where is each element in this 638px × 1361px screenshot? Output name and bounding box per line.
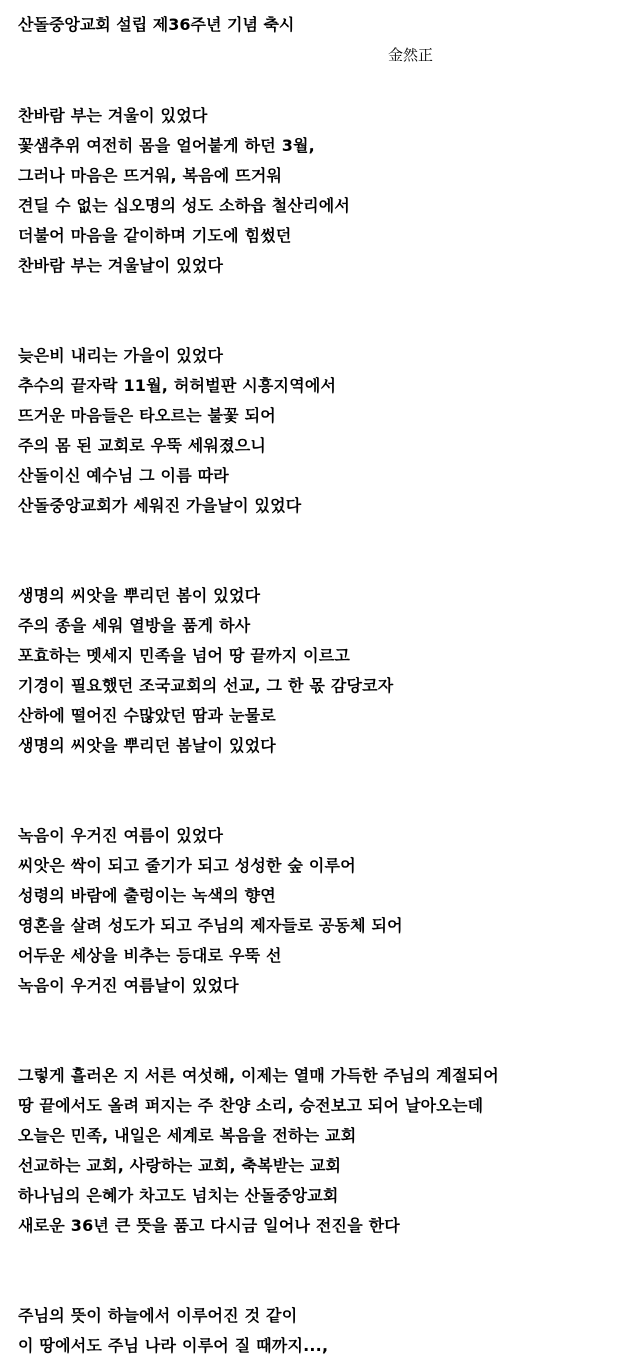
poem-line: 기경이 필요했던 조국교회의 선교, 그 한 몫 감당코자 [18, 676, 394, 695]
poem-line: 영혼을 살려 성도가 되고 주님의 제자들로 공동체 되어 [18, 916, 403, 935]
poem-line: 오늘은 민족, 내일은 세계로 복음을 전하는 교회 [18, 1126, 357, 1145]
poem-line: 찬바람 부는 겨울이 있었다 [18, 106, 208, 125]
poem-line: 주의 몸 된 교회로 우뚝 세워졌으니 [18, 436, 267, 455]
poem-line: 선교하는 교회, 사랑하는 교회, 축복받는 교회 [18, 1156, 342, 1175]
poem-line: 새로운 36년 큰 뜻을 품고 다시금 일어나 전진을 한다 [18, 1216, 400, 1235]
stanza-4 [18, 821, 630, 1001]
stanza-2 [18, 341, 630, 521]
poem-line: 땅 끝에서도 올려 퍼지는 주 찬양 소리, 승전보고 되어 날아오는데 [18, 1096, 484, 1115]
poem-line: 하나님의 은혜가 차고도 넘치는 산돌중앙교회 [18, 1186, 339, 1205]
poem-line: 견딜 수 없는 십오명의 성도 소하읍 철산리에서 [18, 196, 351, 215]
poem-line: 녹음이 우거진 여름이 있었다 [18, 826, 224, 845]
poem-line: 산하에 떨어진 수많았던 땀과 눈물로 [18, 706, 276, 725]
poem-line: 주님의 뜻이 하늘에서 이루어진 것 같이 [18, 1306, 298, 1325]
poem-line: 추수의 끝자락 11월, 허허벌판 시흥지역에서 [18, 376, 337, 395]
poem-line: 꽃샘추위 여전히 몸을 얼어붙게 하던 3월, [18, 136, 315, 155]
poem-line: 성령의 바람에 출렁이는 녹색의 향연 [18, 886, 276, 905]
stanza-3 [18, 581, 630, 761]
poem-line: 산돌중앙교회가 세워진 가을날이 있었다 [18, 496, 302, 515]
poem-line: 생명의 씨앗을 뿌리던 봄이 있었다 [18, 586, 261, 605]
poem-line: 뜨거운 마음들은 타오르는 불꽃 되어 [18, 406, 276, 425]
poem-line: 산돌이신 예수님 그 이름 따라 [18, 466, 229, 485]
poem-line: 이 땅에서도 주님 나라 이루어 질 때까지..., [18, 1336, 329, 1355]
stanza-5 [18, 1061, 630, 1241]
poem-line: 더불어 마음을 같이하며 기도에 힘썼던 [18, 226, 292, 245]
poem-author: 金然正 [388, 46, 434, 64]
poem-line: 그렇게 흘러온 지 서른 여섯해, 이제는 열매 가득한 주님의 계절되어 [18, 1066, 499, 1085]
poem-line: 생명의 씨앗을 뿌리던 봄날이 있었다 [18, 736, 276, 755]
poem-line: 녹음이 우거진 여름날이 있었다 [18, 976, 239, 995]
poem-title: 산돌중앙교회 설립 제36주년 기념 축시 [18, 15, 295, 34]
stanza-1 [18, 101, 630, 281]
poem-line: 씨앗은 싹이 되고 줄기가 되고 성성한 숲 이루어 [18, 856, 356, 875]
poem-line: 늦은비 내리는 가을이 있었다 [18, 346, 224, 365]
poem-line: 찬바람 부는 겨울날이 있었다 [18, 256, 224, 275]
poem-line: 포효하는 멧세지 민족을 넘어 땅 끝까지 이르고 [18, 646, 351, 665]
poem-line: 주의 종을 세워 열방을 품게 하사 [18, 616, 251, 635]
stanza-6 [18, 1301, 630, 1361]
poem-line: 어두운 세상을 비추는 등대로 우뚝 선 [18, 946, 282, 965]
poem-body [18, 101, 630, 1361]
poem-line: 그러나 마음은 뜨거워, 복음에 뜨거워 [18, 166, 283, 185]
